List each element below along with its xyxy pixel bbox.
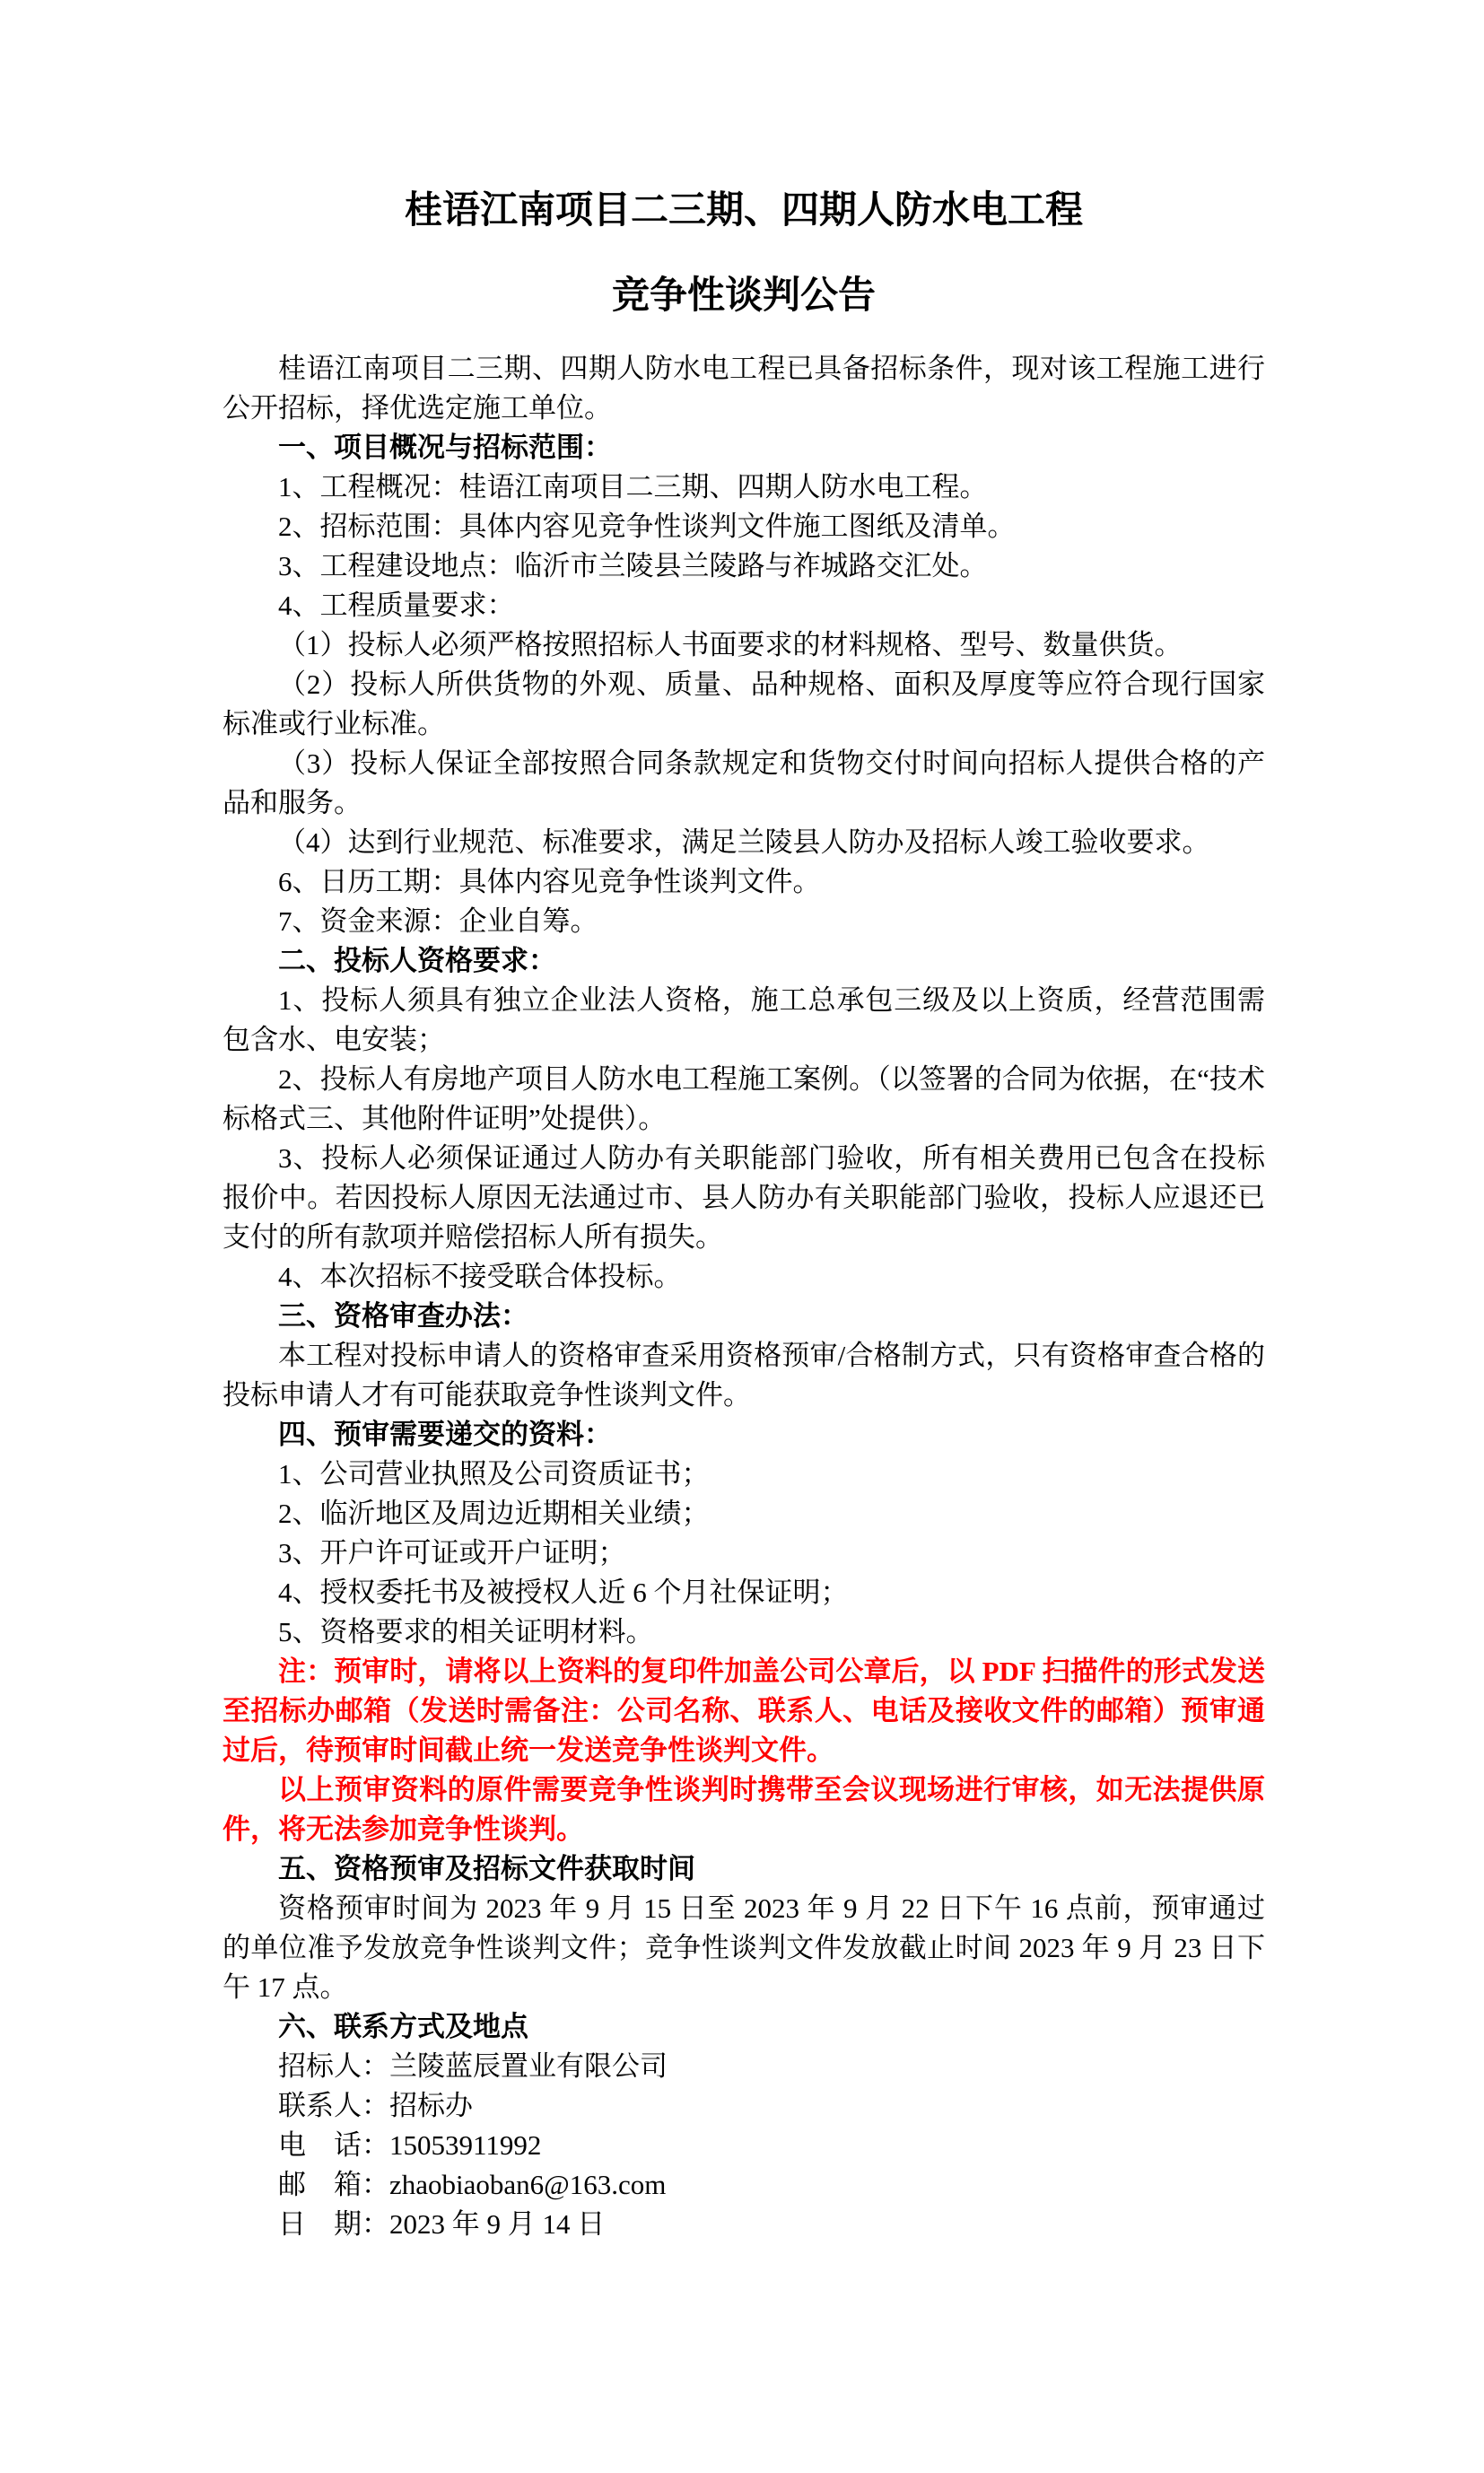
paragraph: 日 期：2023 年 9 月 14 日	[278, 2208, 606, 2240]
paragraph: 4、工程质量要求：	[278, 590, 515, 621]
paragraph: 2、临沂地区及周边近期相关业绩；	[278, 1498, 710, 1529]
paragraph: 3、投标人必须保证通过人防办有关职能部门验收，所有相关费用已包含在投标报价中。若因投标人原因无法通过市、县人防办有关职能部门验收，投标人应退还已支付的所有款项并赔偿招标人所有损失。	[223, 1142, 1265, 1253]
paragraph: 邮 箱：zhaobiaoban6@163.com	[278, 2169, 667, 2200]
paragraph: 5、资格要求的相关证明材料。	[278, 1616, 654, 1647]
paragraph: （2）投标人所供货物的外观、质量、品种规格、面积及厚度等应符合现行国家标准或行业标准。	[223, 668, 1265, 739]
paragraph: （3）投标人保证全部按照合同条款规定和货物交付时间向招标人提供合格的产品和服务。	[223, 747, 1265, 818]
section-heading: 三、资格审查办法：	[278, 1300, 528, 1332]
paragraph: 联系人：招标办	[278, 2090, 473, 2121]
paragraph: 1、公司营业执照及公司资质证书；	[278, 1458, 710, 1490]
paragraph: 4、授权委托书及被授权人近 6 个月社保证明；	[278, 1577, 849, 1608]
paragraph: 6、日历工期：具体内容见竞争性谈判文件。	[278, 866, 821, 897]
section-heading: 五、资格预审及招标文件获取时间	[278, 1853, 695, 1884]
section-heading: 六、联系方式及地点	[278, 2011, 528, 2042]
section-heading: 二、投标人资格要求：	[278, 945, 556, 976]
section-heading: 四、预审需要递交的资料：	[278, 1419, 612, 1450]
document-body	[223, 349, 1265, 2244]
paragraph: 1、工程概况：桂语江南项目二三期、四期人防水电工程。	[278, 471, 988, 502]
paragraph: 电 话：15053911992	[278, 2129, 542, 2161]
paragraph: 桂语江南项目二三期、四期人防水电工程已具备招标条件，现对该工程施工进行公开招标，择优选定施工单位。	[223, 353, 1265, 424]
paragraph: 招标人：兰陵蓝辰置业有限公司	[278, 2050, 668, 2082]
paragraph: 7、资金来源：企业自筹。	[278, 905, 598, 937]
doc-subtitle: 竞争性谈判公告	[611, 275, 876, 317]
paragraph: （1）投标人必须严格按照招标人书面要求的材料规格、型号、数量供货。	[278, 629, 1183, 660]
paragraph: 4、本次招标不接受联合体投标。	[278, 1261, 682, 1292]
paragraph: 2、投标人有房地产项目人防水电工程施工案例。（以签署的合同为依据，在“技术标格式三、其他附件证明”处提供）。	[223, 1063, 1265, 1134]
note-paragraph: 以上预审资料的原件需要竞争性谈判时携带至会议现场进行审核，如无法提供原件，将无法参加竞争性谈判。	[223, 1774, 1265, 1845]
section-heading: 一、项目概况与招标范围：	[278, 432, 612, 463]
doc-title: 桂语江南项目二三期、四期人防水电工程	[404, 190, 1083, 232]
paragraph: 3、开户许可证或开户证明；	[278, 1537, 626, 1569]
paragraph: （4）达到行业规范、标准要求，满足兰陵县人防办及招标人竣工验收要求。	[278, 826, 1210, 858]
paragraph: 3、工程建设地点：临沂市兰陵县兰陵路与祚城路交汇处。	[278, 550, 988, 581]
paragraph: 资格预审时间为 2023 年 9 月 15 日至 2023 年 9 月 22 日下午 16 点前，预审通过的单位准予发放竞争性谈判文件；竞争性谈判文件发放截止时间 2023 年 9 月 23 日下午 17 点。	[223, 1892, 1265, 2003]
paragraph: 本工程对投标申请人的资格审查采用资格预审/合格制方式，只有资格审查合格的投标申请人才有可能获取竞争性谈判文件。	[223, 1340, 1265, 1411]
paragraph: 1、投标人须具有独立企业法人资格，施工总承包三级及以上资质，经营范围需包含水、电安装；	[223, 984, 1265, 1055]
note-paragraph: 注：预审时，请将以上资料的复印件加盖公司公章后，以 PDF 扫描件的形式发送至招标办邮箱（发送时需备注：公司名称、联系人、电话及接收文件的邮箱）预审通过后，待预审时间截止统一发送竞争性谈判文件。	[223, 1656, 1265, 1766]
paragraph: 2、招标范围：具体内容见竞争性谈判文件施工图纸及清单。	[278, 511, 1016, 542]
